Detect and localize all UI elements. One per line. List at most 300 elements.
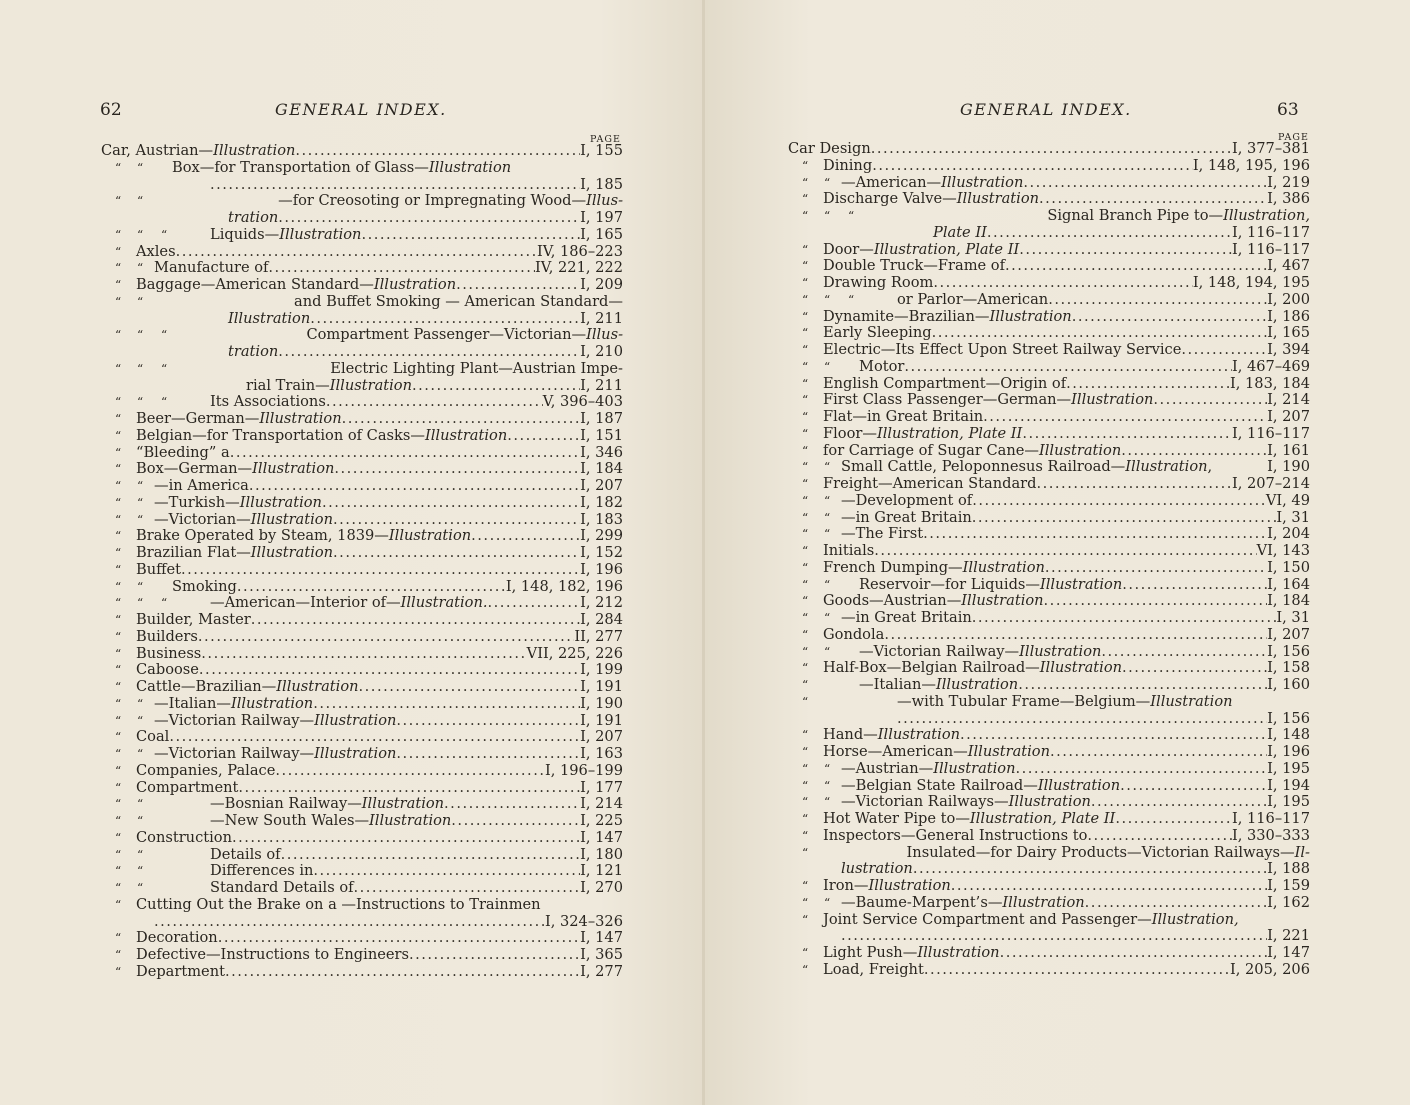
entry-label: Door—Illustration, Plate II xyxy=(823,240,1020,258)
ditto-mark: “ xyxy=(115,864,122,879)
dot-leader xyxy=(1101,644,1267,661)
page-reference: I, 184 xyxy=(1267,592,1310,610)
page-reference: I, 31 xyxy=(1276,609,1310,626)
ditto-mark: “ xyxy=(137,847,144,862)
entry-label: —American—Illustration xyxy=(841,173,1024,191)
ditto-mark: “ xyxy=(802,426,809,441)
dot-leader xyxy=(1022,426,1232,443)
page-reference: I, 207–214 xyxy=(1231,475,1310,492)
left-index-entry xyxy=(101,964,623,981)
dot-leader xyxy=(333,545,580,562)
right-index-entry xyxy=(788,660,1310,677)
dot-leader xyxy=(1039,191,1267,208)
ditto-mark: “ xyxy=(115,261,122,276)
page-reference: I, 207 xyxy=(1267,625,1310,643)
entry-label: Builder, Master xyxy=(136,611,251,628)
right-index-entry xyxy=(788,912,1310,929)
right-index-entry xyxy=(788,727,1310,744)
right-index-entry xyxy=(788,409,1310,426)
entry-label: Brazilian Flat—Illustration xyxy=(136,544,334,561)
ditto-mark: “ xyxy=(802,594,809,609)
left-index-entry xyxy=(101,595,623,612)
ditto-mark: “ xyxy=(802,393,809,408)
ditto-mark: “ xyxy=(802,510,809,525)
left-index-entry xyxy=(101,662,623,679)
page-reference: I, 200 xyxy=(1267,290,1310,308)
page-reference: I, 162 xyxy=(1267,893,1310,911)
dot-leader xyxy=(230,445,580,462)
entry-label: Half-Box—Belgian Railroad—Illustration xyxy=(823,659,1123,677)
entry-label: —Belgian State Railroad—Illustration xyxy=(841,776,1121,794)
ditto-mark: “ xyxy=(802,477,809,491)
left-index-entry xyxy=(101,428,623,445)
page-reference: I, 330–333 xyxy=(1231,826,1310,844)
page-reference: I, 187 xyxy=(580,410,623,427)
right-index-entry xyxy=(788,744,1310,761)
page-reference: I, 156 xyxy=(1267,709,1310,727)
entry-label: Manufacture of xyxy=(154,259,269,277)
entry-label: Iron—Illustration xyxy=(823,877,951,894)
ditto-mark: “ xyxy=(802,410,809,424)
right-index-entry xyxy=(788,258,1310,275)
ditto-mark: “ xyxy=(802,376,809,391)
dot-leader xyxy=(278,344,580,361)
right-index-entry xyxy=(788,878,1310,895)
right-index-list xyxy=(788,141,1310,979)
ditto-mark: “ xyxy=(824,209,831,223)
ditto-mark: “ xyxy=(115,964,122,979)
ditto-mark: “ xyxy=(802,912,809,927)
ditto-mark: “ xyxy=(115,763,122,778)
entry-label: Defective—Instructions to Engineers xyxy=(136,946,409,963)
entry-label: Drawing Room xyxy=(823,274,934,291)
left-index-entry xyxy=(101,260,623,277)
ditto-mark: “ xyxy=(802,694,809,709)
ditto-mark: “ xyxy=(161,227,168,242)
dot-leader xyxy=(198,629,574,646)
page-reference: I, 324–326 xyxy=(544,912,623,930)
entry-label: —Italian—Illustration xyxy=(859,676,1019,693)
entry-label: Construction xyxy=(136,828,232,846)
ditto-mark: “ xyxy=(115,244,122,259)
left-index-entry xyxy=(101,160,623,177)
dot-leader xyxy=(933,275,1193,292)
entry-label: Early Sleeping xyxy=(823,324,932,342)
ditto-mark: “ xyxy=(115,680,122,694)
ditto-mark: “ xyxy=(802,527,809,542)
left-index-entry xyxy=(101,813,623,830)
entry-label: —Victorian Railways—Illustration xyxy=(841,793,1091,811)
left-index-entry xyxy=(101,729,623,746)
page-reference: I, 184 xyxy=(580,460,623,478)
page-reference: I, 211 xyxy=(580,376,623,394)
ditto-mark: “ xyxy=(115,629,122,644)
dot-leader xyxy=(238,780,580,797)
right-index-entry xyxy=(788,627,1310,644)
left-index-entry xyxy=(101,445,623,462)
entry-label: Horse—American—Illustration xyxy=(823,743,1050,760)
right-page-number: 63 xyxy=(1277,100,1299,120)
right-index-entry xyxy=(788,510,1310,527)
left-index-entry xyxy=(101,679,623,696)
dot-leader xyxy=(1044,593,1268,610)
ditto-mark: “ xyxy=(137,261,144,276)
dot-leader xyxy=(333,512,580,529)
ditto-mark: “ xyxy=(137,361,144,376)
page-reference: I, 183, 184 xyxy=(1229,374,1310,392)
ditto-mark: “ xyxy=(848,292,855,307)
dot-leader xyxy=(268,260,535,277)
ditto-mark: “ xyxy=(802,209,809,223)
right-page-column-label: PAGE xyxy=(1278,132,1309,143)
page-reference: I, 207 xyxy=(580,477,623,494)
right-index-entry xyxy=(788,493,1310,510)
left-index-entry xyxy=(101,612,623,629)
ditto-mark: “ xyxy=(802,745,809,759)
page-reference: I, 180 xyxy=(580,845,623,863)
page-reference: I, 199 xyxy=(580,661,623,679)
ditto-mark: “ xyxy=(802,560,809,575)
entry-label: Car, Austrian—Illustration xyxy=(101,142,296,159)
entry-label: French Dumping—Illustration xyxy=(823,558,1045,576)
entry-label: —in Great Britain xyxy=(841,609,972,626)
right-index-entry xyxy=(788,694,1310,711)
entry-label: Beer—German—Illustration xyxy=(136,410,342,427)
entry-label: Companies, Palace xyxy=(136,761,276,779)
left-index-entry xyxy=(101,512,623,529)
entry-label: Hot Water Pipe to—Illustration, Plate II xyxy=(823,810,1116,827)
page-reference: I, 270 xyxy=(580,879,623,896)
dot-leader xyxy=(884,627,1267,644)
ditto-mark: “ xyxy=(802,728,809,743)
page-reference: I, 160 xyxy=(1267,676,1310,693)
page-reference: I, 195 xyxy=(1267,793,1310,811)
page-reference: I, 152 xyxy=(580,544,623,561)
ditto-mark: “ xyxy=(115,797,122,812)
left-index-entry xyxy=(101,210,623,227)
entry-label: Flat—in Great Britain xyxy=(823,408,984,425)
left-index-entry xyxy=(101,780,623,797)
left-index-entry xyxy=(101,411,623,428)
page-reference: I, 148, 194, 195 xyxy=(1192,274,1310,291)
page-reference: VI, 143 xyxy=(1256,542,1310,559)
ditto-mark: “ xyxy=(802,812,809,826)
entry-label: Illustration xyxy=(228,309,311,327)
right-index-entry xyxy=(788,593,1310,610)
dot-leader xyxy=(251,612,580,629)
entry-label: Dining xyxy=(823,156,873,174)
right-index-entry xyxy=(788,376,1310,393)
dot-leader xyxy=(451,813,580,830)
entry-label: —Italian—Illustration xyxy=(154,694,314,712)
ditto-mark: “ xyxy=(824,175,831,190)
right-index-entry xyxy=(788,292,1310,309)
dot-leader xyxy=(932,325,1268,342)
dot-leader xyxy=(1072,309,1267,326)
left-index-entry xyxy=(101,562,623,579)
dot-leader xyxy=(972,510,1277,527)
right-index-entry xyxy=(788,443,1310,460)
left-index-entry xyxy=(101,277,623,294)
page-reference: I, 212 xyxy=(580,594,623,612)
dot-leader xyxy=(232,830,580,847)
dot-leader xyxy=(1005,258,1267,275)
ditto-mark: “ xyxy=(115,948,122,962)
ditto-mark: “ xyxy=(115,613,122,627)
left-index-entry xyxy=(101,696,623,713)
dot-leader xyxy=(923,526,1267,543)
left-index-entry xyxy=(101,713,623,730)
ditto-mark: “ xyxy=(115,529,122,544)
right-index-entry xyxy=(788,242,1310,259)
dot-leader xyxy=(313,696,580,713)
entry-label: —Victorian Railway—Illustration xyxy=(154,711,397,729)
page-reference: I, 121 xyxy=(580,862,623,880)
page-reference: I, 277 xyxy=(580,962,623,980)
ditto-mark: “ xyxy=(824,778,831,793)
entry-label: Discharge Valve—Illustration xyxy=(823,190,1040,208)
ditto-mark: “ xyxy=(115,713,122,728)
entry-label: Gondola xyxy=(823,625,885,643)
page-reference: I, 151 xyxy=(580,426,623,444)
dot-leader xyxy=(1087,828,1232,845)
ditto-mark: “ xyxy=(802,460,809,475)
ditto-mark: “ xyxy=(115,546,122,560)
ditto-mark: “ xyxy=(115,579,122,594)
right-index-entry xyxy=(788,794,1310,811)
dot-leader xyxy=(1091,794,1267,811)
left-index-entry xyxy=(101,495,623,512)
right-index-entry xyxy=(788,895,1310,912)
entry-label: Standard Details of xyxy=(210,879,354,896)
ditto-mark: “ xyxy=(115,227,122,242)
entry-label: Small Cattle, Peloponnesus Railroad—Illustration, xyxy=(841,458,1213,476)
entry-label: Decoration xyxy=(136,929,218,947)
dot-leader xyxy=(1181,342,1267,359)
dot-leader xyxy=(972,610,1277,627)
entry-label: —Bosnian Railway—Illustration xyxy=(210,795,445,813)
entry-label: —Austrian—Illustration xyxy=(841,759,1016,777)
ditto-mark: “ xyxy=(115,479,122,493)
dot-leader xyxy=(278,210,580,227)
dot-leader xyxy=(872,158,1193,175)
dot-leader xyxy=(342,411,580,428)
page-reference: I, 150 xyxy=(1267,558,1310,576)
page-reference: I, 159 xyxy=(1267,877,1310,894)
ditto-mark: “ xyxy=(115,814,122,828)
left-index-entry xyxy=(101,394,623,411)
ditto-mark: “ xyxy=(137,294,144,309)
entry-label: Belgian—for Transportation of Casks—Illustration xyxy=(136,426,508,444)
dot-leader xyxy=(841,928,1267,945)
left-index-entry xyxy=(101,796,623,813)
dot-leader xyxy=(1066,376,1230,393)
left-index-entry xyxy=(101,461,623,478)
entry-label: Floor—Illustration, Plate II xyxy=(823,424,1023,442)
page-reference: VII, 225, 226 xyxy=(526,644,623,662)
dot-leader xyxy=(169,729,580,746)
left-index-entry xyxy=(101,629,623,646)
page-reference: I, 467–469 xyxy=(1231,357,1310,375)
ditto-mark: “ xyxy=(802,845,809,860)
ditto-mark: “ xyxy=(802,946,809,960)
right-index-entry xyxy=(788,945,1310,962)
ditto-mark: “ xyxy=(802,326,809,341)
dot-leader xyxy=(181,562,580,579)
dot-leader xyxy=(983,409,1267,426)
dot-leader xyxy=(1121,443,1267,460)
dot-leader xyxy=(972,493,1266,510)
page-reference: I, 148, 182, 196 xyxy=(505,577,623,595)
page-reference: I, 299 xyxy=(580,527,623,545)
page-reference: IV, 221, 222 xyxy=(534,259,623,277)
dot-leader xyxy=(396,713,580,730)
right-index-entry xyxy=(788,543,1310,560)
left-index-entry xyxy=(101,528,623,545)
dot-leader xyxy=(913,861,1267,878)
page-reference: I, 214 xyxy=(580,795,623,813)
ditto-mark: “ xyxy=(802,343,809,357)
entry-label: Insulated—for Dairy Products—Victorian Railways—Il- xyxy=(906,843,1310,861)
page-reference: I, 219 xyxy=(1267,173,1310,191)
right-index-entry xyxy=(788,845,1310,862)
dot-leader xyxy=(1122,577,1267,594)
ditto-mark: “ xyxy=(802,443,809,458)
entry-label: Load, Freight xyxy=(823,960,924,978)
dot-leader xyxy=(295,143,580,160)
dot-leader xyxy=(154,914,545,931)
right-index-entry xyxy=(788,342,1310,359)
dot-leader xyxy=(960,727,1267,744)
entry-label: Smoking xyxy=(172,577,237,595)
entry-label: Differences in xyxy=(210,862,314,880)
page-reference: IV, 186–223 xyxy=(536,242,623,260)
left-index-entry xyxy=(101,830,623,847)
page-reference: I, 177 xyxy=(580,778,623,796)
ditto-mark: “ xyxy=(137,160,144,175)
dot-leader xyxy=(1050,744,1267,761)
entry-label: Business xyxy=(136,644,202,662)
dot-leader xyxy=(1023,175,1267,192)
entry-label: —with Tubular Frame—Belgium—Illustration xyxy=(897,692,1233,710)
page-reference: I, 156 xyxy=(1267,642,1310,660)
dot-leader xyxy=(1019,242,1232,259)
right-index-entry xyxy=(788,928,1310,945)
page-reference: V, 396–403 xyxy=(542,393,623,411)
right-index-entry xyxy=(788,610,1310,627)
right-page xyxy=(705,0,1410,1105)
ditto-mark: “ xyxy=(824,460,831,475)
entry-label: Double Truck—Frame of xyxy=(823,257,1005,275)
page-reference: I, 147 xyxy=(580,929,623,947)
right-index-entry xyxy=(788,677,1310,694)
dot-leader xyxy=(507,428,580,445)
ditto-mark: “ xyxy=(824,510,831,525)
left-index-entry xyxy=(101,947,623,964)
right-index-entry xyxy=(788,828,1310,845)
dot-leader xyxy=(409,947,580,964)
ditto-mark: “ xyxy=(802,544,809,558)
page-reference: I, 207 xyxy=(580,728,623,746)
ditto-mark: “ xyxy=(802,242,809,257)
ditto-mark: “ xyxy=(802,175,809,190)
ditto-mark: “ xyxy=(137,881,144,895)
ditto-mark: “ xyxy=(802,192,809,207)
page-reference: II, 277 xyxy=(574,627,623,645)
left-index-entry xyxy=(101,244,623,261)
left-index-entry xyxy=(101,311,623,328)
ditto-mark: “ xyxy=(137,696,144,711)
page-reference: I, 211 xyxy=(580,309,623,327)
entry-label: English Compartment—Origin of xyxy=(823,374,1067,392)
ditto-mark: “ xyxy=(137,395,144,410)
ditto-mark: “ xyxy=(802,962,809,977)
dot-leader xyxy=(1120,778,1267,795)
ditto-mark: “ xyxy=(115,445,122,460)
ditto-mark: “ xyxy=(115,294,122,309)
entry-label: Cattle—Brazilian—Illustration xyxy=(136,678,359,695)
ditto-mark: “ xyxy=(137,194,144,209)
entry-label: Coal xyxy=(136,728,170,746)
ditto-mark: “ xyxy=(115,361,122,376)
ditto-mark: “ xyxy=(802,879,809,893)
left-index-entry xyxy=(101,143,623,160)
entry-label: —in America xyxy=(154,477,249,494)
dot-leader xyxy=(412,378,580,395)
page-reference: I, 209 xyxy=(580,276,623,293)
dot-leader xyxy=(396,746,580,763)
ditto-mark: “ xyxy=(115,395,122,410)
ditto-mark: “ xyxy=(824,493,831,508)
entry-label: Inspectors—General Instructions to xyxy=(823,826,1088,844)
entry-label: Its Associations xyxy=(210,393,326,411)
left-page-number: 62 xyxy=(100,100,122,120)
left-index-entry xyxy=(101,294,623,311)
dot-leader xyxy=(871,141,1232,158)
entry-label: “Bleeding” a xyxy=(136,443,230,461)
entry-label: Initials xyxy=(823,542,875,559)
ditto-mark: “ xyxy=(802,259,809,274)
dot-leader xyxy=(1000,945,1268,962)
ditto-mark: “ xyxy=(115,696,122,711)
dot-leader xyxy=(1037,476,1232,493)
ditto-mark: “ xyxy=(824,527,831,542)
ditto-mark: “ xyxy=(115,747,122,761)
ditto-mark: “ xyxy=(824,644,831,659)
ditto-mark: “ xyxy=(137,328,144,343)
dot-leader xyxy=(1045,560,1267,577)
ditto-mark: “ xyxy=(115,278,122,292)
ditto-mark: “ xyxy=(137,713,144,728)
left-index-entry xyxy=(101,880,623,897)
page-reference: I, 346 xyxy=(580,443,623,461)
dot-leader xyxy=(310,311,580,328)
entry-label: Reservoir—for Liquids—Illustration xyxy=(859,575,1123,593)
entry-label: —The First xyxy=(841,525,924,543)
page-reference: I, 165 xyxy=(1267,324,1310,342)
ditto-mark: “ xyxy=(824,577,831,592)
ditto-mark: “ xyxy=(115,562,122,577)
ditto-mark: “ xyxy=(137,227,144,242)
page-reference: I, 147 xyxy=(580,828,623,846)
page-reference: I, 164 xyxy=(1267,575,1310,593)
entry-label: Compartment Passenger—Victorian—Illus- xyxy=(306,326,623,344)
entry-label: Electric Lighting Plant—Austrian Impe- xyxy=(330,359,623,377)
page-reference: I, 148, 195, 196 xyxy=(1192,156,1310,174)
page-reference: I, 207 xyxy=(1267,408,1310,425)
right-index-entry xyxy=(788,644,1310,661)
ditto-mark: “ xyxy=(115,328,122,343)
